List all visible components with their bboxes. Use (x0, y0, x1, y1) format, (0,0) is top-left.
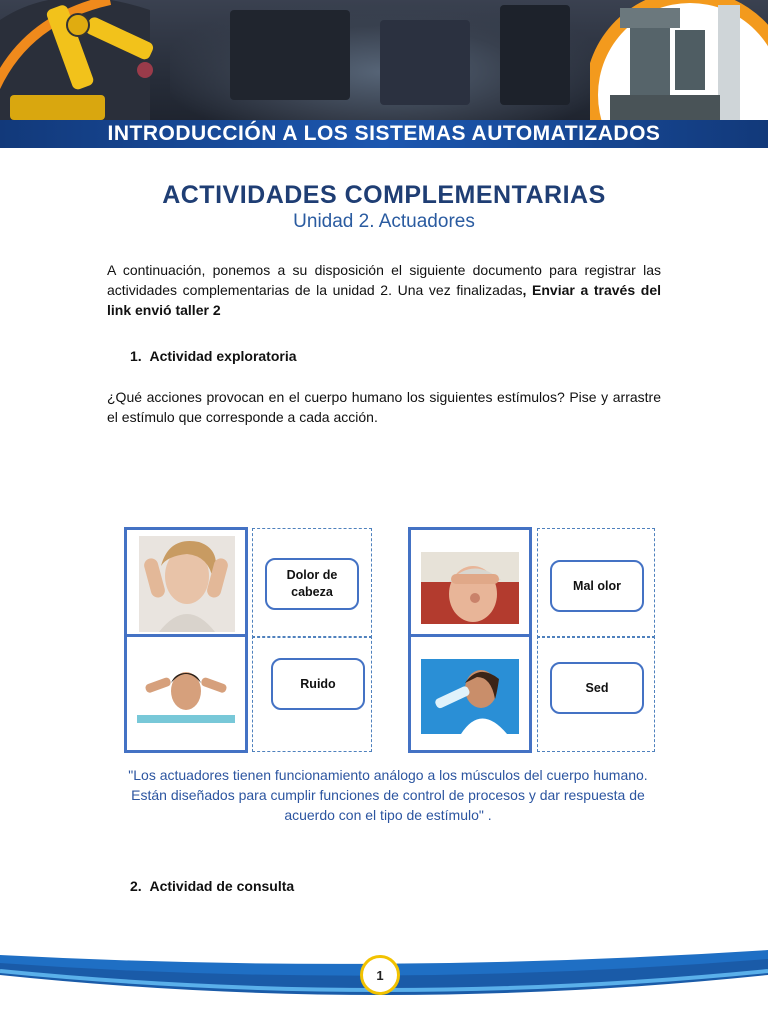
header-banner (0, 0, 768, 148)
page-number-badge (360, 955, 400, 995)
section-title: Actividad exploratoria (149, 348, 297, 364)
section-heading-exploratoria (130, 348, 297, 364)
image-cell-thirst (408, 634, 532, 753)
image-cell-noise (124, 634, 248, 753)
stimulus-card-thirst[interactable] (550, 662, 644, 714)
stimulus-label: Sed (585, 680, 609, 695)
man-covering-ears-image (137, 663, 235, 723)
stimulus-card-noise[interactable] (271, 658, 365, 710)
man-holding-nose-image (421, 552, 519, 624)
intro-text: A continuación, ponemos a su disposición el siguiente documento para registrar las actividades complementarias de la unidad 2. Una vez finalizadas (107, 262, 661, 298)
section-number: 2. (130, 878, 142, 894)
intro-comma: , (522, 282, 533, 298)
page-number: 1 (376, 967, 384, 983)
headache-woman-image (139, 536, 235, 632)
woman-drinking-water-image (421, 659, 519, 734)
machine-silhouette (500, 5, 570, 105)
banner-title: INTRODUCCIÓN A LOS SISTEMAS AUTOMATIZADOS (107, 122, 661, 145)
image-cell-smell (408, 527, 532, 637)
question-paragraph: ¿Qué acciones provocan en el cuerpo humano los siguientes estímulos? Pise y arrastre el estímulo que corresponde a cada acción. (107, 389, 661, 425)
section-number: 1. (130, 348, 142, 364)
stimulus-label: Ruido (300, 676, 336, 691)
stimulus-card-headache[interactable] (265, 558, 359, 610)
image-cell-headache (124, 527, 248, 637)
page-title: ACTIVIDADES COMPLEMENTARIAS (162, 181, 606, 209)
stimulus-card-smell[interactable] (550, 560, 644, 612)
section-title: Actividad de consulta (149, 878, 295, 894)
intro-paragraph (107, 260, 661, 320)
machine-silhouette (230, 10, 350, 100)
robot-arm-icon (0, 0, 200, 125)
stimulus-label: Mal olor (573, 578, 621, 593)
drill-press-icon (590, 0, 768, 125)
section-heading-consulta (130, 878, 294, 894)
banner-title-strip (0, 120, 768, 148)
page-subtitle: Unidad 2. Actuadores (293, 211, 475, 232)
machine-silhouette (380, 20, 470, 105)
stimulus-label: Dolor de cabeza (286, 568, 338, 599)
intro-bold-text: Enviar a través del link envió taller 2 (107, 282, 661, 318)
actuators-quote: "Los actuadores tienen funcionamiento análogo a los músculos del cuerpo humano. Están diseñados para cumplir funciones de control de procesos y dar respuesta de acuerdo con el tipo de estímulo" . (128, 767, 648, 823)
